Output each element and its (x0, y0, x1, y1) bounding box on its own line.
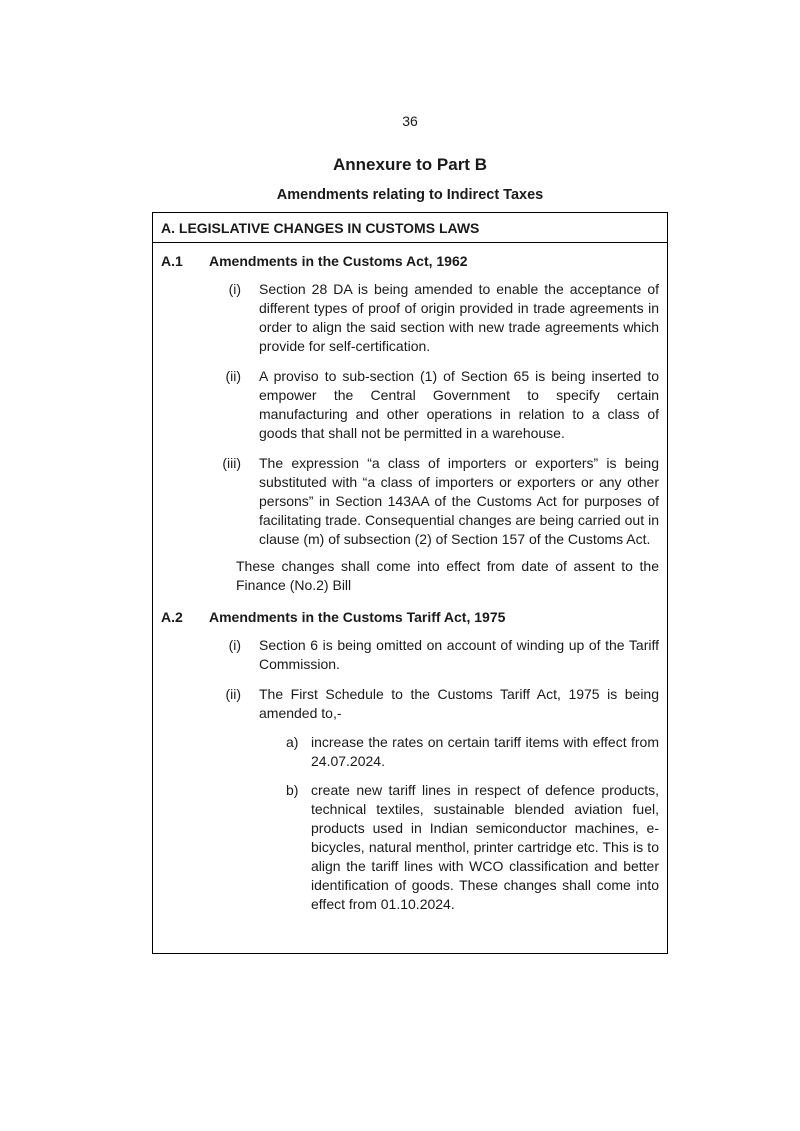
list-item-marker: (i) (228, 281, 241, 297)
sub-list-item (161, 733, 659, 771)
page-number: 36 (402, 113, 418, 129)
list-item (161, 636, 659, 674)
box-body (153, 243, 667, 953)
list-item-text: A proviso to sub-section (1) of Section 65 is being inserted to empower the Central Government to specify certain manufacturing and other operations in relation to a class of goods that shall not be permitted in a warehouse. (259, 368, 659, 441)
page-content (152, 112, 668, 954)
list-item-marker: (iii) (222, 455, 241, 471)
sub-list-item-marker: a) (286, 734, 299, 750)
section-a1-effect-note: These changes shall come into effect from date of assent to the Finance (No.2) Bill (236, 558, 659, 593)
list-item (161, 454, 659, 549)
list-item-marker: (ii) (225, 368, 241, 384)
legislative-changes-box (152, 212, 668, 954)
section-a2-title: Amendments in the Customs Tariff Act, 1975 (209, 609, 506, 625)
list-item (161, 367, 659, 443)
page-title: Annexure to Part B (333, 155, 487, 174)
list-item-marker: (i) (228, 637, 241, 653)
sub-list-item-text: create new tariff lines in respect of defence products, technical textiles, sustainable blended aviation fuel, products used in Indian semiconductor machines, e-bicycles, natural menthol, printer cartridge etc. This is to align the tariff lines with WCO classification and better identification of goods. These changes shall come into effect from 01.10.2024. (311, 782, 659, 912)
sub-list-item (161, 781, 659, 914)
list-item-text: Section 6 is being omitted on account of winding up of the Tariff Commission. (259, 637, 659, 672)
sub-list-item-marker: b) (286, 782, 299, 798)
section-a1-title: Amendments in the Customs Act, 1962 (209, 253, 468, 269)
list-item (161, 685, 659, 723)
sub-list-item-text: increase the rates on certain tariff items with effect from 24.07.2024. (311, 734, 659, 769)
list-item (161, 280, 659, 356)
list-item-marker: (ii) (225, 686, 241, 702)
list-item-text: The expression “a class of importers or exporters” is being substituted with “a class of importers or exporters or any other persons” in Section 143AA of the Customs Act for purposes of facilitating trade. Consequential changes are being carried out in clause (m) of subsection (2) of Section 157 of the Customs Act. (259, 455, 659, 547)
list-item-text: The First Schedule to the Customs Tariff Act, 1975 is being amended to,- (259, 686, 659, 721)
section-a2-id: A.2 (161, 609, 183, 625)
page-subtitle: Amendments relating to Indirect Taxes (276, 187, 544, 203)
section-a1-id: A.1 (161, 253, 183, 269)
list-item-text: Section 28 DA is being amended to enable the acceptance of different types of proof of origin provided in trade agreements in order to align the said section with new trade agreements which provide for self-certification. (259, 281, 659, 354)
section-a1-heading (161, 252, 659, 271)
section-a2-heading (161, 608, 659, 627)
box-header-title: A. LEGISLATIVE CHANGES IN CUSTOMS LAWS (153, 213, 667, 243)
